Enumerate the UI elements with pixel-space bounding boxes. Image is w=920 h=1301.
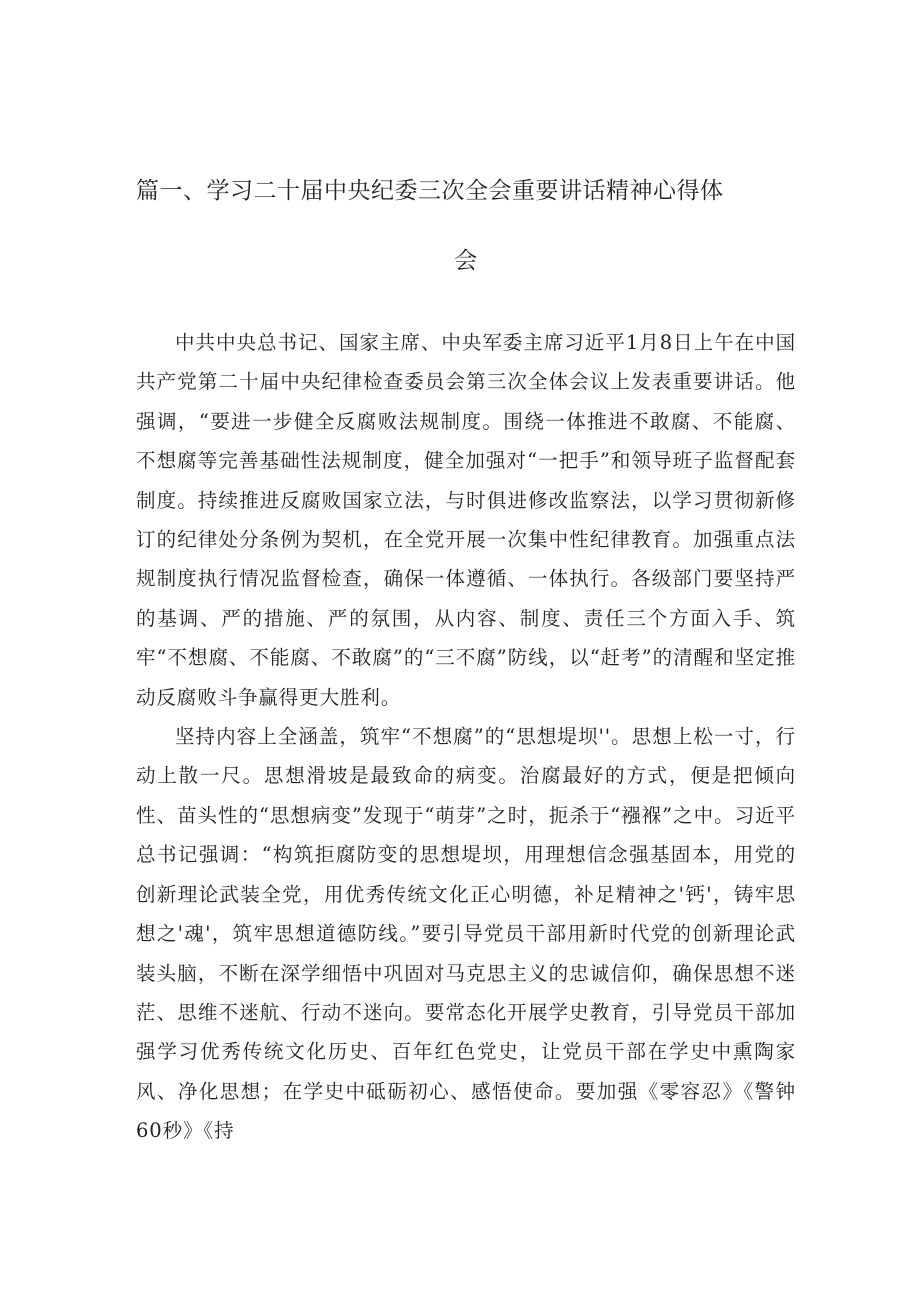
paragraph: 中共中央总书记、国家主席、中央军委主席习近平1月8日上午在中国共产党第二十届中央纪律检查委员会第三次全体会议上发表重要讲话。他强调，“要进一步健全反腐败法规制度。围绕一体推进不敢腐、不能腐、不想腐等完善基础性法规制度，健全加强对“一把手”和领导班子监督配套制度。持续推进反腐败国家立法，与时俱进修改监察法，以学习贯彻新修订的纪律处分条例为契机，在全党开展一次集中性纪律教育。加强重点法规制度执行情况监督检查，确保一体遵循、一体执行。各级部门要坚持严的基调、严的措施、严的氛围，从内容、制度、责任三个方面入手、筑牢“不想腐、不能腐、不敢腐”的“三不腐”防线，以“赶考”的清醒和坚定推动反腐败斗争赢得更大胜利。 <box>136 331 796 709</box>
document-title <box>136 156 796 296</box>
title-line-1: 篇一、学习二十届中央纪委三次全会重要讲话精神心得体 <box>136 178 724 204</box>
title-line-2: 会 <box>454 248 478 274</box>
document-body <box>136 323 796 1151</box>
paragraph: 坚持内容上全涵盖，筑牢“不想腐”的“思想堤坝''。思想上松一寸，行动上散一尺。思想滑坡是最致命的病变。治腐最好的方式，便是把倾向性、苗头性的“思想病变”发现于“萌芽”之时，扼杀于“襁褓”之中。习近平总书记强调：“构筑拒腐防变的思想堤坝，用理想信念强基固本，用党的创新理论武装全党，用优秀传统文化正心明德，补足精神之'钙'，铸牢思想之'魂'，筑牢思想道德防线。”要引导党员干部用新时代党的创新理论武装头脑，不断在深学细悟中巩固对马克思主义的忠诚信仰，确保思想不迷茫、思维不迷航、行动不迷向。要常态化开展学史教育，引导党员干部加强学习优秀传统文化历史、百年红色党史，让党员干部在学史中熏陶家风、净化思想；在学史中砥砺初心、感悟使命。要加强《零容忍》《警钟60秒》《持 <box>136 725 796 1143</box>
